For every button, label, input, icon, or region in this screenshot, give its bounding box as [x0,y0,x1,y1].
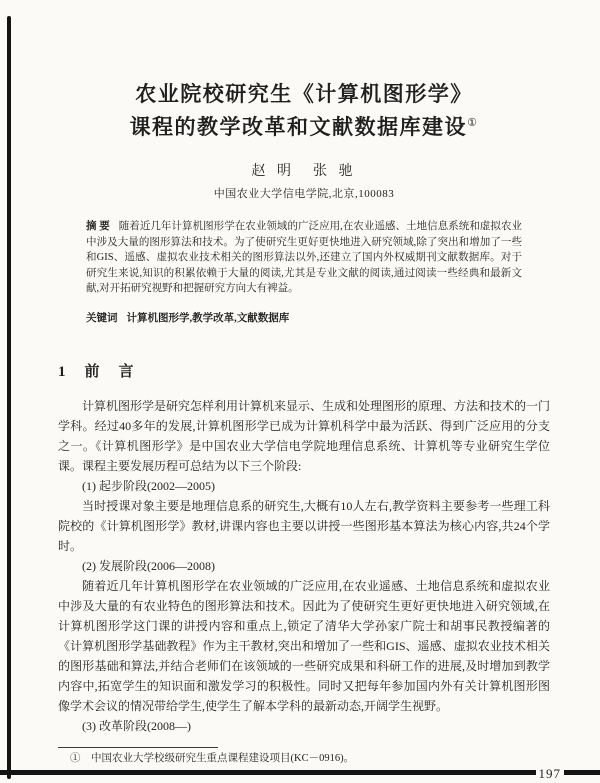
stage-subheading-3: (3) 改革阶段(2008—) [82,718,191,733]
footnote-divider [58,747,218,748]
keywords-block [58,311,550,326]
abstract-block [58,219,550,297]
stage-subheading-2: (2) 发展阶段(2006—2008) [82,558,215,573]
body-paragraph: 计算机图形学是研究怎样利用计算机来显示、生成和处理图形的原理、方法和技术的一门学科。经过40多年的发展,计算机图形学已成为计算机科学中最为活跃、得到广泛应用的分支之一。《计算机图形学》是中国农业大学信电学院地理信息系统、计算机等专业研究生学位课。课程主要发展历程可总结为以下三个阶段: [58,398,551,473]
authors: 赵 明 张 驰 [251,164,357,179]
page-number: 197 [536,766,565,782]
body-paragraph: 随着近几年计算机图形学在农业领域的广泛应用,在农业遥感、土地信息系统和虚拟农业中涉及大量的有农业特色的图形算法和技术。因此为了使研究生更好更快地进入研究领域,在计算机图形学这门课的讲授内容和重点上,锁定了清华大学孙家广院士和胡事民教授编著的《计算机图形学基础教程》作为主干教材,突出和增加了一些和GIS、遥感、虚拟农业技术相关的图形基础和算法,并结合老师们在该领域的一些研究成果和科研工作的进展,及时增加到教学内容中,拓宽学生的知识面和激发学习的积极性。同时又把每年参加国内外有关计算机图形图像学术会议的情况带给学生,使学生了解本学科的最新动态,开阔学生视野。 [58,578,550,713]
keywords-label: 关键词 [86,312,118,324]
section-heading-intro: 1 前 言 [58,363,136,380]
paper-title-line1: 农业院校研究生《计算机图形学》 [135,82,473,106]
body-paragraph: 当时授课对象主要是地理信息系的研究生,大概有10人左右,教学资料主要参考一些理工科院校的《计算机图形学》教材,讲课内容也主要以讲授一些图形基本算法为核心内容,共24个学时。 [58,498,550,553]
affiliation: 中国农业大学信电学院,北京,100083 [213,188,395,200]
stage-subheading-1: (1) 起步阶段(2002—2005) [82,478,215,493]
title-footnote-mark: ① [467,117,479,129]
abstract-text: 随着近几年计算机图形学在农业领域的广泛应用,在农业遥感、土地信息系统和虚拟农业中涉及大量的图形算法和技术。为了使研究生更好更快地进入研究领域,除了突出和增加了一些和GIS、遥感、虚拟农业技术相关的图形算法以外,还建立了国内外权威期刊文献数据库。对于研究生来说,知识的积累依赖于大量的阅读,尤其是专业文献的阅读,通过阅读一些经典和最新文献,对开拓研究视野和把握研究方向大有裨益。 [86,221,523,294]
paper-title-line2: 课程的教学改革和文献数据库建设 [129,115,468,139]
abstract-label: 摘 要 [86,221,110,232]
footnote: ① 中国农业大学校级研究生重点课程建设项目(KC－0916)。 [70,753,355,764]
keywords-text: 计算机图形学,教学改革,文献数据库 [126,312,290,324]
paper-title [58,80,550,142]
